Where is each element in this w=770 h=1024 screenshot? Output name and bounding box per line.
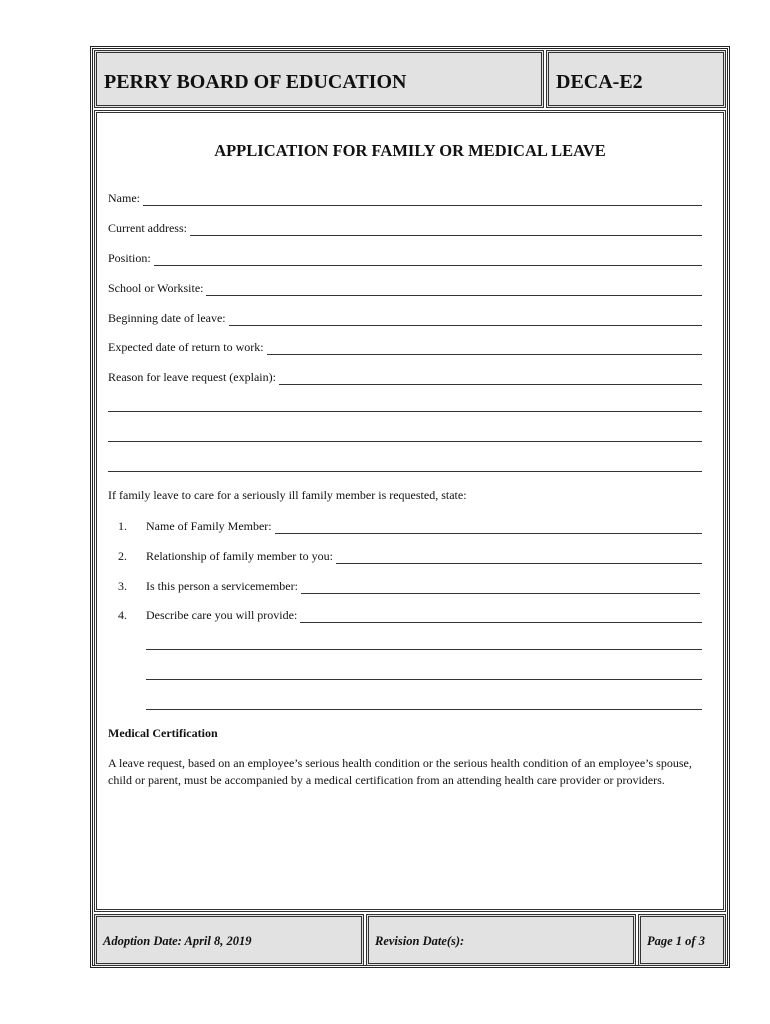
revision-date-box [366,914,636,966]
reason-line[interactable] [279,372,702,385]
beginning-date-label: Beginning date of leave: [108,311,226,325]
revision-date: Revision Date(s): [375,934,465,948]
reason-extra-line[interactable] [108,441,702,442]
current-address-line[interactable] [190,223,702,236]
care-description-line[interactable] [300,610,702,623]
reason-extra-line[interactable] [108,411,702,412]
reason-label: Reason for leave request (explain): [108,370,276,384]
servicemember-line[interactable] [301,581,700,594]
policy-code: DECA-E2 [556,71,643,93]
return-date-line[interactable] [267,342,702,355]
care-description-field[interactable] [108,607,702,623]
org-name: PERRY BOARD OF EDUCATION [104,71,407,93]
adoption-date-box [94,914,364,966]
position-line[interactable] [154,253,702,266]
care-extra-line[interactable] [146,649,702,650]
name-line[interactable] [143,193,702,206]
name-label: Name: [108,191,140,205]
family-item-label: 3. Is this person a servicemember: [118,579,298,593]
beginning-date-field[interactable] [108,310,702,326]
return-date-field[interactable] [108,339,702,355]
beginning-date-line[interactable] [229,313,702,326]
return-date-label: Expected date of return to work: [108,340,264,354]
position-field[interactable] [108,250,702,266]
medical-text: A leave request, based on an employee’s serious health condition or the serious health condition of an employee’s spouse, child or parent, must be accompanied by a medical certification from an attending health care provider or providers. [108,756,692,787]
care-extra-line[interactable] [146,679,702,680]
family-item-label: 2. Relationship of family member to you: [118,549,333,563]
family-intro: If family leave to care for a seriously ill family member is requested, state: [108,488,467,502]
school-worksite-line[interactable] [206,283,702,296]
header-org-box [94,50,544,108]
relationship-field[interactable] [108,548,702,564]
reason-extra-line[interactable] [108,471,702,472]
family-member-name-line[interactable] [275,521,702,534]
family-item-label: 4. Describe care you will provide: [118,608,298,622]
medical-heading: Medical Certification [108,726,218,740]
family-member-name-field[interactable] [108,518,702,534]
name-field[interactable] [108,190,702,206]
reason-field[interactable] [108,369,702,385]
page-number: Page 1 of 3 [647,934,705,948]
care-extra-line[interactable] [146,709,702,710]
current-address-label: Current address: [108,221,187,235]
school-worksite-label: School or Worksite: [108,281,204,295]
family-item-label: 1. Name of Family Member: [118,519,272,533]
header-code-box [546,50,726,108]
servicemember-field[interactable] [108,578,700,594]
school-worksite-field[interactable] [108,280,702,296]
relationship-line[interactable] [336,551,702,564]
adoption-date: Adoption Date: April 8, 2019 [103,934,252,948]
position-label: Position: [108,251,151,265]
form-title: APPLICATION FOR FAMILY OR MEDICAL LEAVE [214,141,606,160]
current-address-field[interactable] [108,220,702,236]
page-number-box [638,914,726,966]
